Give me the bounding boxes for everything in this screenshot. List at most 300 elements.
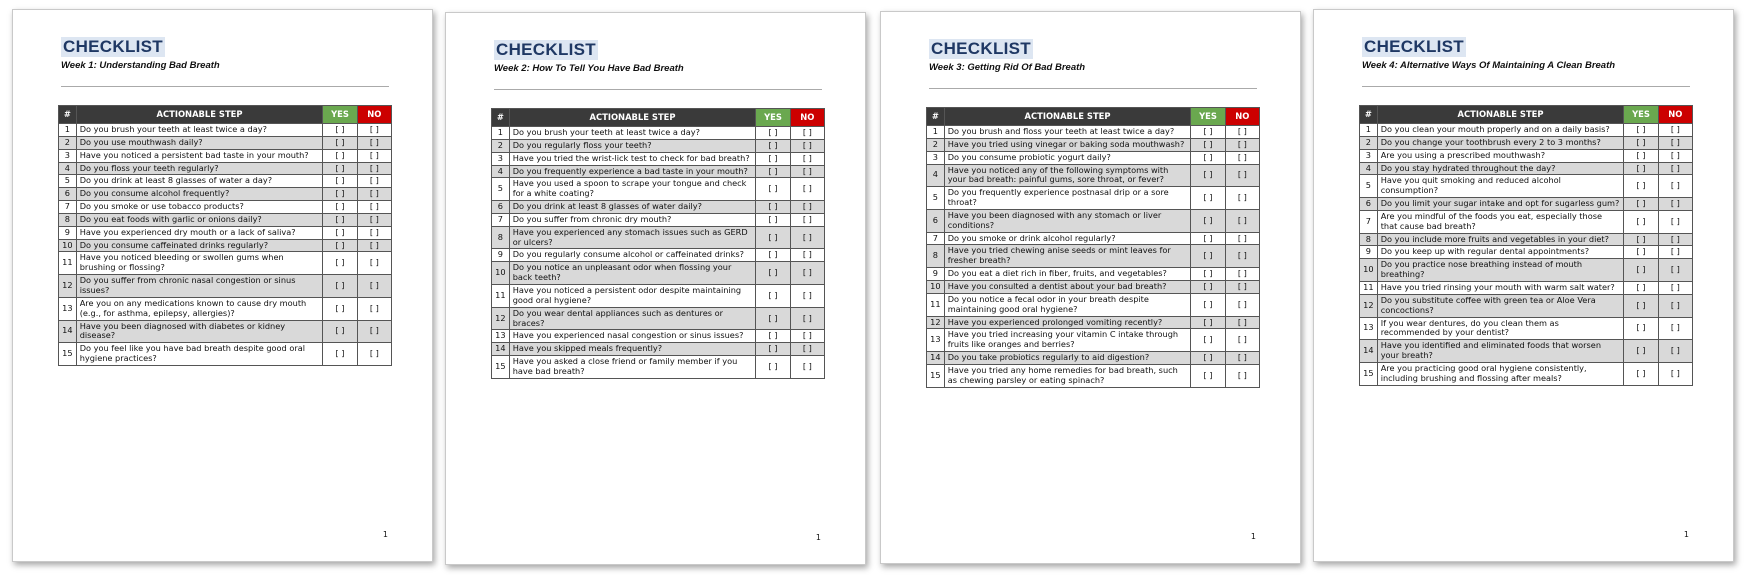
no-checkbox[interactable]: [ ] [357, 175, 391, 188]
table-row [927, 293, 1260, 316]
yes-checkbox[interactable]: [ ] [1624, 281, 1658, 294]
row-question: Have you tried rinsing your mouth with warm salt water? [1377, 281, 1624, 294]
table-row [492, 284, 825, 307]
row-question: Have you experienced nasal congestion or sinus issues? [509, 330, 756, 343]
table-row [492, 262, 825, 285]
row-number: 8 [59, 213, 77, 226]
table-row [492, 249, 825, 262]
yes-checkbox[interactable]: [ ] [1191, 209, 1225, 232]
row-question: Do you stay hydrated throughout the day? [1377, 162, 1624, 175]
checklist-table [926, 107, 1260, 388]
no-checkbox[interactable]: [ ] [357, 188, 391, 201]
row-number: 2 [492, 139, 510, 152]
row-number: 1 [927, 126, 945, 139]
row-question: Do you smoke or drink alcohol regularly? [944, 232, 1191, 245]
row-question: Do you regularly consume alcohol or caffeinated drinks? [509, 249, 756, 262]
yes-checkbox[interactable]: [ ] [1191, 232, 1225, 245]
row-question: Do you frequently experience postnasal drip or a sore throat? [944, 187, 1191, 210]
table-row [492, 226, 825, 249]
no-checkbox[interactable]: [ ] [357, 201, 391, 214]
page-week-3 [880, 11, 1301, 564]
table-row [59, 320, 392, 343]
table-row [59, 275, 392, 298]
row-number: 7 [492, 213, 510, 226]
header-num: # [1360, 106, 1378, 124]
row-number: 12 [1360, 294, 1378, 317]
row-question: Do you wear dental appliances such as dentures or braces? [509, 307, 756, 330]
table-row [1360, 281, 1693, 294]
row-number: 8 [1360, 233, 1378, 246]
row-number: 15 [927, 364, 945, 387]
row-question: Have you been diagnosed with any stomach or liver conditions? [944, 209, 1191, 232]
no-checkbox[interactable]: [ ] [357, 226, 391, 239]
row-question: Have you noticed any of the following symptoms with your bad breath: painful gums, sore throat, or fever? [944, 164, 1191, 187]
row-number: 4 [1360, 162, 1378, 175]
no-checkbox[interactable]: [ ] [1658, 149, 1692, 162]
table-row [1360, 294, 1693, 317]
no-checkbox[interactable]: [ ] [1658, 175, 1692, 198]
table-row [59, 343, 392, 366]
table-row [492, 201, 825, 214]
table-row [927, 126, 1260, 139]
no-checkbox[interactable]: [ ] [790, 127, 824, 140]
row-question: Do you clean your mouth properly and on a daily basis? [1377, 124, 1624, 137]
no-checkbox[interactable]: [ ] [357, 343, 391, 366]
yes-checkbox[interactable]: [ ] [323, 226, 357, 239]
row-number: 10 [492, 262, 510, 285]
no-checkbox[interactable]: [ ] [1225, 316, 1259, 329]
row-question: Do you floss your teeth regularly? [76, 162, 323, 175]
table-row [1360, 246, 1693, 259]
row-number: 13 [59, 297, 77, 320]
no-checkbox[interactable]: [ ] [1225, 164, 1259, 187]
row-question: Do you drink at least 8 glasses of water daily? [509, 201, 756, 214]
yes-checkbox[interactable]: [ ] [756, 201, 790, 214]
row-number: 14 [492, 343, 510, 356]
yes-checkbox[interactable]: [ ] [756, 343, 790, 356]
yes-checkbox[interactable]: [ ] [1191, 138, 1225, 151]
yes-checkbox[interactable]: [ ] [1624, 175, 1658, 198]
yes-checkbox[interactable]: [ ] [756, 307, 790, 330]
row-number: 3 [492, 152, 510, 165]
no-checkbox[interactable]: [ ] [1225, 232, 1259, 245]
page-subtitle: Week 2: How To Tell You Have Bad Breath [494, 63, 684, 74]
yes-checkbox[interactable]: [ ] [756, 262, 790, 285]
page-title: CHECKLIST [496, 40, 596, 59]
table-row [59, 201, 392, 214]
yes-checkbox[interactable]: [ ] [1624, 210, 1658, 233]
no-checkbox[interactable]: [ ] [790, 330, 824, 343]
no-checkbox[interactable]: [ ] [357, 162, 391, 175]
divider [1362, 86, 1690, 87]
row-number: 15 [492, 356, 510, 379]
yes-checkbox[interactable]: [ ] [1624, 259, 1658, 282]
yes-checkbox[interactable]: [ ] [756, 152, 790, 165]
no-checkbox[interactable]: [ ] [1658, 210, 1692, 233]
row-number: 12 [59, 275, 77, 298]
row-question: Do you use mouthwash daily? [76, 136, 323, 149]
yes-checkbox[interactable]: [ ] [1624, 317, 1658, 340]
no-checkbox[interactable]: [ ] [790, 178, 824, 201]
row-question: Do you brush your teeth at least twice a day? [76, 124, 323, 137]
no-checkbox[interactable]: [ ] [1658, 294, 1692, 317]
table-row [927, 209, 1260, 232]
no-checkbox[interactable]: [ ] [1658, 281, 1692, 294]
no-checkbox[interactable]: [ ] [357, 297, 391, 320]
no-checkbox[interactable]: [ ] [1658, 362, 1692, 385]
row-number: 10 [927, 280, 945, 293]
checklist-table [58, 105, 392, 366]
row-number: 5 [1360, 175, 1378, 198]
row-number: 3 [927, 151, 945, 164]
header-actionable-step: ACTIONABLE STEP [1377, 106, 1624, 124]
row-number: 5 [59, 175, 77, 188]
row-question: Have you quit smoking and reduced alcohol consumption? [1377, 175, 1624, 198]
checklist-table [491, 108, 825, 379]
no-checkbox[interactable]: [ ] [790, 165, 824, 178]
yes-checkbox[interactable]: [ ] [323, 320, 357, 343]
table-row [59, 149, 392, 162]
yes-checkbox[interactable]: [ ] [1191, 126, 1225, 139]
table-row [59, 175, 392, 188]
row-number: 6 [1360, 198, 1378, 211]
header-num: # [927, 108, 945, 126]
row-number: 14 [59, 320, 77, 343]
no-checkbox[interactable]: [ ] [1225, 151, 1259, 164]
header-actionable-step: ACTIONABLE STEP [509, 109, 756, 127]
row-question: Do you brush and floss your teeth at least twice a day? [944, 126, 1191, 139]
divider [494, 89, 822, 90]
row-number: 12 [492, 307, 510, 330]
table-row [927, 232, 1260, 245]
row-number: 6 [927, 209, 945, 232]
page-week-4 [1313, 9, 1734, 562]
row-number: 10 [1360, 259, 1378, 282]
header-actionable-step: ACTIONABLE STEP [944, 108, 1191, 126]
page-subtitle: Week 3: Getting Rid Of Bad Breath [929, 62, 1086, 73]
row-question: Have you skipped meals frequently? [509, 343, 756, 356]
yes-checkbox[interactable]: [ ] [756, 284, 790, 307]
table-row [59, 297, 392, 320]
row-question: Do you consume probiotic yogurt daily? [944, 151, 1191, 164]
yes-checkbox[interactable]: [ ] [1191, 364, 1225, 387]
row-question: Have you consulted a dentist about your bad breath? [944, 280, 1191, 293]
table-row [492, 178, 825, 201]
no-checkbox[interactable]: [ ] [790, 213, 824, 226]
table-row [1360, 124, 1693, 137]
table-row [59, 252, 392, 275]
table-row [492, 330, 825, 343]
no-checkbox[interactable]: [ ] [357, 252, 391, 275]
yes-checkbox[interactable]: [ ] [756, 330, 790, 343]
header-no: NO [790, 109, 824, 127]
row-question: Do you smoke or use tobacco products? [76, 201, 323, 214]
header-no: NO [357, 106, 391, 124]
row-question: Are you on any medications known to cause dry mouth (e.g., for asthma, epilepsy, allergies)? [76, 297, 323, 320]
table-row [927, 164, 1260, 187]
no-checkbox[interactable]: [ ] [357, 136, 391, 149]
yes-checkbox[interactable]: [ ] [323, 239, 357, 252]
yes-checkbox[interactable]: [ ] [1624, 246, 1658, 259]
yes-checkbox[interactable]: [ ] [1191, 329, 1225, 352]
row-question: Do you suffer from chronic nasal congestion or sinus issues? [76, 275, 323, 298]
page-title: CHECKLIST [931, 39, 1031, 58]
table-row [1360, 198, 1693, 211]
table-row [1360, 210, 1693, 233]
row-question: Have you experienced any stomach issues such as GERD or ulcers? [509, 226, 756, 249]
yes-checkbox[interactable]: [ ] [756, 226, 790, 249]
no-checkbox[interactable]: [ ] [1225, 364, 1259, 387]
row-question: Do you change your toothbrush every 2 to 3 months? [1377, 136, 1624, 149]
table-row [59, 124, 392, 137]
no-checkbox[interactable]: [ ] [1658, 198, 1692, 211]
header-no: NO [1658, 106, 1692, 124]
page-title: CHECKLIST [63, 37, 163, 56]
no-checkbox[interactable]: [ ] [1658, 233, 1692, 246]
yes-checkbox[interactable]: [ ] [1191, 316, 1225, 329]
no-checkbox[interactable]: [ ] [1225, 209, 1259, 232]
row-number: 9 [1360, 246, 1378, 259]
yes-checkbox[interactable]: [ ] [1191, 268, 1225, 281]
row-number: 7 [927, 232, 945, 245]
no-checkbox[interactable]: [ ] [357, 124, 391, 137]
table-row [59, 226, 392, 239]
row-question: If you wear dentures, do you clean them as recommended by your dentist? [1377, 317, 1624, 340]
table-row [1360, 259, 1693, 282]
yes-checkbox[interactable]: [ ] [1624, 124, 1658, 137]
no-checkbox[interactable]: [ ] [790, 262, 824, 285]
table-row [492, 127, 825, 140]
row-number: 5 [927, 187, 945, 210]
yes-checkbox[interactable]: [ ] [756, 213, 790, 226]
yes-checkbox[interactable]: [ ] [323, 252, 357, 275]
yes-checkbox[interactable]: [ ] [323, 149, 357, 162]
row-question: Do you consume caffeinated drinks regularly? [76, 239, 323, 252]
yes-checkbox[interactable]: [ ] [1624, 340, 1658, 363]
no-checkbox[interactable]: [ ] [357, 213, 391, 226]
row-question: Have you tried the wrist-lick test to check for bad breath? [509, 152, 756, 165]
row-question: Do you suffer from chronic dry mouth? [509, 213, 756, 226]
no-checkbox[interactable]: [ ] [1225, 268, 1259, 281]
no-checkbox[interactable]: [ ] [790, 201, 824, 214]
no-checkbox[interactable]: [ ] [790, 249, 824, 262]
header-no: NO [1225, 108, 1259, 126]
row-number: 9 [927, 268, 945, 281]
yes-checkbox[interactable]: [ ] [1191, 293, 1225, 316]
yes-checkbox[interactable]: [ ] [1624, 362, 1658, 385]
table-row [1360, 175, 1693, 198]
yes-checkbox[interactable]: [ ] [323, 275, 357, 298]
row-question: Do you eat a diet rich in fiber, fruits, and vegetables? [944, 268, 1191, 281]
no-checkbox[interactable]: [ ] [357, 239, 391, 252]
table-row [492, 152, 825, 165]
yes-checkbox[interactable]: [ ] [323, 136, 357, 149]
row-number: 4 [59, 162, 77, 175]
row-question: Are you mindful of the foods you eat, especially those that cause bad breath? [1377, 210, 1624, 233]
divider [61, 86, 389, 87]
page-number: 1 [382, 530, 388, 539]
no-checkbox[interactable]: [ ] [790, 307, 824, 330]
header-yes: YES [756, 109, 790, 127]
no-checkbox[interactable]: [ ] [1225, 138, 1259, 151]
row-number: 6 [59, 188, 77, 201]
yes-checkbox[interactable]: [ ] [756, 127, 790, 140]
row-number: 11 [1360, 281, 1378, 294]
checklist-table [1359, 105, 1693, 386]
row-number: 3 [1360, 149, 1378, 162]
no-checkbox[interactable]: [ ] [1225, 280, 1259, 293]
no-checkbox[interactable]: [ ] [1225, 352, 1259, 365]
row-number: 7 [59, 201, 77, 214]
no-checkbox[interactable]: [ ] [790, 343, 824, 356]
no-checkbox[interactable]: [ ] [1225, 293, 1259, 316]
no-checkbox[interactable]: [ ] [1225, 329, 1259, 352]
yes-checkbox[interactable]: [ ] [323, 343, 357, 366]
yes-checkbox[interactable]: [ ] [323, 124, 357, 137]
yes-checkbox[interactable]: [ ] [1624, 136, 1658, 149]
yes-checkbox[interactable]: [ ] [323, 175, 357, 188]
yes-checkbox[interactable]: [ ] [323, 188, 357, 201]
yes-checkbox[interactable]: [ ] [756, 178, 790, 201]
yes-checkbox[interactable]: [ ] [1624, 198, 1658, 211]
no-checkbox[interactable]: [ ] [790, 152, 824, 165]
header-row [492, 109, 825, 127]
row-question: Do you substitute coffee with green tea or Aloe Vera concoctions? [1377, 294, 1624, 317]
row-number: 14 [1360, 340, 1378, 363]
row-number: 11 [59, 252, 77, 275]
row-question: Do you drink at least 8 glasses of water a day? [76, 175, 323, 188]
row-question: Do you regularly floss your teeth? [509, 139, 756, 152]
table-row [492, 213, 825, 226]
table-row [1360, 362, 1693, 385]
yes-checkbox[interactable]: [ ] [756, 165, 790, 178]
table-row [59, 136, 392, 149]
row-question: Have you tried chewing anise seeds or mint leaves for fresher breath? [944, 245, 1191, 268]
no-checkbox[interactable]: [ ] [1658, 246, 1692, 259]
yes-checkbox[interactable]: [ ] [1191, 151, 1225, 164]
yes-checkbox[interactable]: [ ] [1624, 294, 1658, 317]
header-yes: YES [1191, 108, 1225, 126]
table-row [492, 307, 825, 330]
yes-checkbox[interactable]: [ ] [323, 213, 357, 226]
table-row [927, 138, 1260, 151]
row-question: Do you notice a fecal odor in your breath despite maintaining good oral hygiene? [944, 293, 1191, 316]
row-number: 8 [927, 245, 945, 268]
table-row [927, 245, 1260, 268]
row-number: 2 [1360, 136, 1378, 149]
row-question: Do you brush your teeth at least twice a day? [509, 127, 756, 140]
no-checkbox[interactable]: [ ] [1658, 136, 1692, 149]
no-checkbox[interactable]: [ ] [1658, 317, 1692, 340]
yes-checkbox[interactable]: [ ] [1191, 164, 1225, 187]
row-number: 1 [59, 124, 77, 137]
table-row [1360, 317, 1693, 340]
no-checkbox[interactable]: [ ] [790, 226, 824, 249]
page-subtitle: Week 1: Understanding Bad Breath [61, 60, 220, 71]
row-question: Do you eat foods with garlic or onions daily? [76, 213, 323, 226]
no-checkbox[interactable]: [ ] [1658, 259, 1692, 282]
no-checkbox[interactable]: [ ] [1658, 162, 1692, 175]
table-row [1360, 233, 1693, 246]
table-row [1360, 136, 1693, 149]
yes-checkbox[interactable]: [ ] [323, 162, 357, 175]
yes-checkbox[interactable]: [ ] [1191, 280, 1225, 293]
yes-checkbox[interactable]: [ ] [1191, 187, 1225, 210]
yes-checkbox[interactable]: [ ] [1191, 245, 1225, 268]
yes-checkbox[interactable]: [ ] [756, 249, 790, 262]
row-number: 15 [59, 343, 77, 366]
table-row [927, 329, 1260, 352]
yes-checkbox[interactable]: [ ] [756, 356, 790, 379]
no-checkbox[interactable]: [ ] [1225, 126, 1259, 139]
row-number: 5 [492, 178, 510, 201]
no-checkbox[interactable]: [ ] [357, 149, 391, 162]
row-question: Are you practicing good oral hygiene consistently, including brushing and flossing after meals? [1377, 362, 1624, 385]
row-question: Have you used a spoon to scrape your tongue and check for a white coating? [509, 178, 756, 201]
table-row [59, 188, 392, 201]
header-yes: YES [1624, 106, 1658, 124]
no-checkbox[interactable]: [ ] [357, 320, 391, 343]
no-checkbox[interactable]: [ ] [1658, 124, 1692, 137]
row-question: Do you limit your sugar intake and opt for sugarless gum? [1377, 198, 1624, 211]
table-row [59, 162, 392, 175]
row-number: 13 [927, 329, 945, 352]
header-row [1360, 106, 1693, 124]
row-number: 4 [927, 164, 945, 187]
page-week-2 [445, 12, 866, 565]
table-row [1360, 149, 1693, 162]
row-question: Do you consume alcohol frequently? [76, 188, 323, 201]
yes-checkbox[interactable]: [ ] [1624, 233, 1658, 246]
row-question: Do you frequently experience a bad taste in your mouth? [509, 165, 756, 178]
table-row [59, 213, 392, 226]
no-checkbox[interactable]: [ ] [790, 284, 824, 307]
row-question: Have you tried increasing your vitamin C intake through fruits like oranges and berries? [944, 329, 1191, 352]
divider [929, 88, 1257, 89]
row-number: 2 [927, 138, 945, 151]
row-question: Do you notice an unpleasant odor when flossing your back teeth? [509, 262, 756, 285]
row-number: 2 [59, 136, 77, 149]
yes-checkbox[interactable]: [ ] [1624, 149, 1658, 162]
row-question: Do you take probiotics regularly to aid digestion? [944, 352, 1191, 365]
no-checkbox[interactable]: [ ] [790, 356, 824, 379]
yes-checkbox[interactable]: [ ] [756, 139, 790, 152]
row-number: 1 [492, 127, 510, 140]
row-question: Do you practice nose breathing instead of mouth breathing? [1377, 259, 1624, 282]
table-row [492, 356, 825, 379]
yes-checkbox[interactable]: [ ] [1191, 352, 1225, 365]
yes-checkbox[interactable]: [ ] [323, 297, 357, 320]
table-row [492, 165, 825, 178]
no-checkbox[interactable]: [ ] [357, 275, 391, 298]
row-number: 4 [492, 165, 510, 178]
header-row [927, 108, 1260, 126]
row-number: 12 [927, 316, 945, 329]
row-question: Have you asked a close friend or family member if you have bad breath? [509, 356, 756, 379]
no-checkbox[interactable]: [ ] [1225, 187, 1259, 210]
no-checkbox[interactable]: [ ] [790, 139, 824, 152]
table-row [927, 316, 1260, 329]
table-row [1360, 340, 1693, 363]
row-question: Have you noticed a persistent bad taste in your mouth? [76, 149, 323, 162]
yes-checkbox[interactable]: [ ] [1624, 162, 1658, 175]
yes-checkbox[interactable]: [ ] [323, 201, 357, 214]
header-actionable-step: ACTIONABLE STEP [76, 106, 323, 124]
no-checkbox[interactable]: [ ] [1225, 245, 1259, 268]
header-yes: YES [323, 106, 357, 124]
table-row [927, 352, 1260, 365]
no-checkbox[interactable]: [ ] [1658, 340, 1692, 363]
